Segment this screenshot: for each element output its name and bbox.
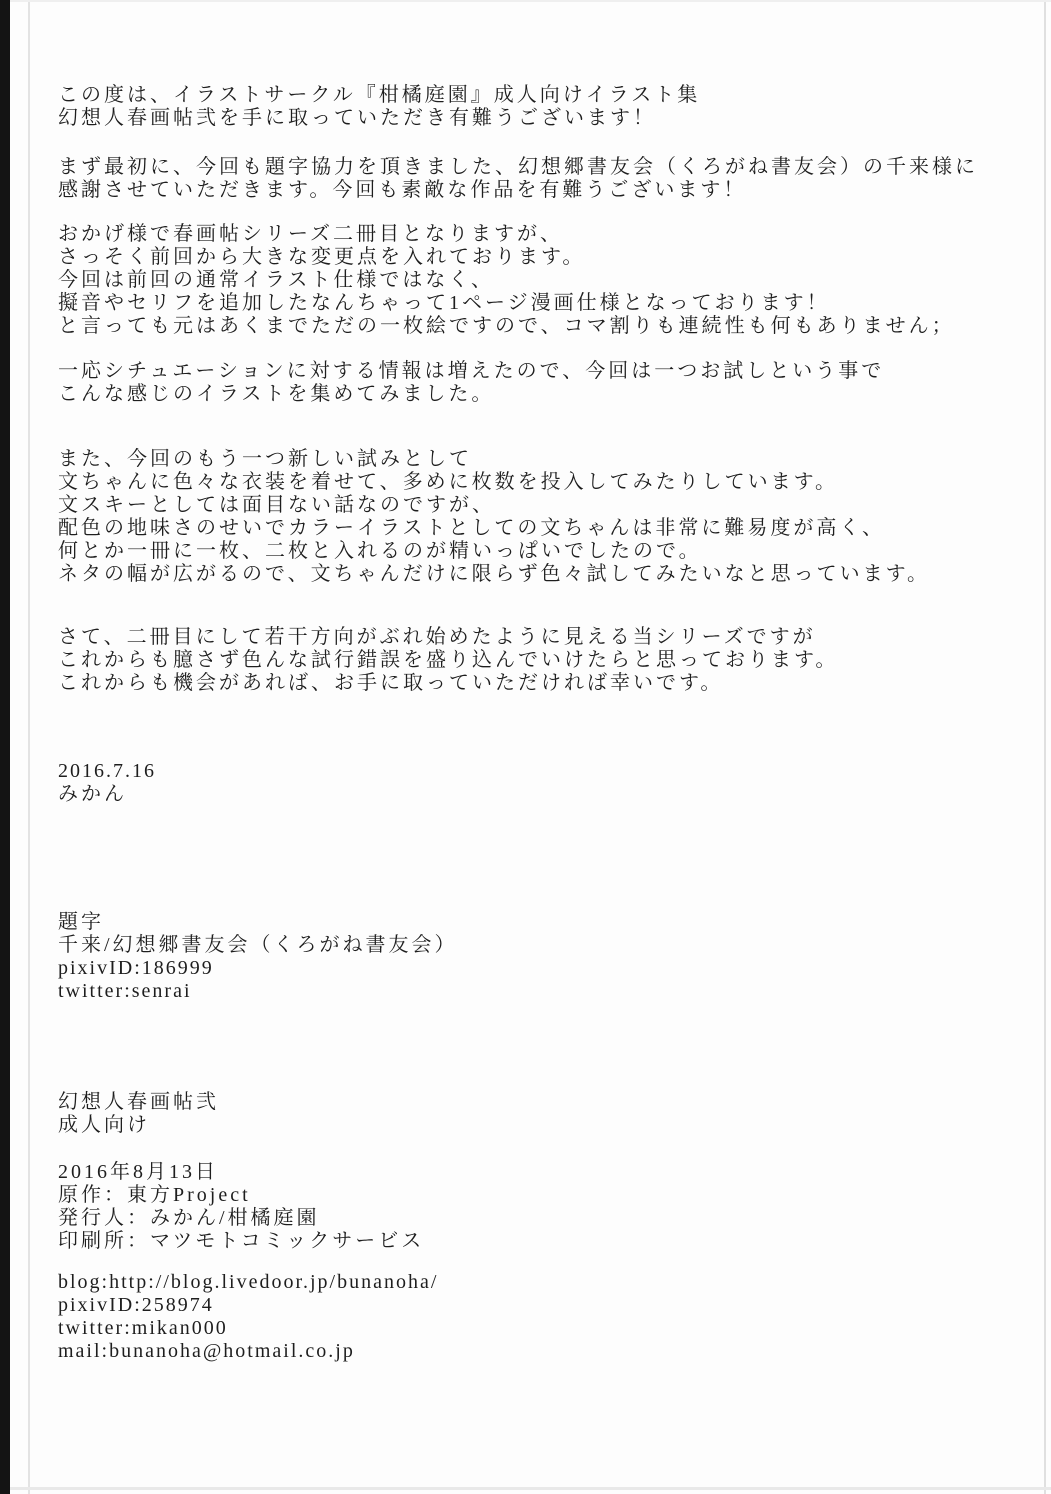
text-line: 何とか一冊に一枚、二枚と入れるのが精いっぱいでしたので。 [58,540,702,562]
publication-date: 2016年8月13日 [58,1161,218,1183]
text-line: さて、二冊目にして若干方向がぶれ始めたように見える当シリーズですが [58,626,816,648]
text-line: 感謝させていただきます。今回も素敵な作品を有難うございます！ [58,179,747,201]
paragraph-closing [58,626,1023,695]
contact-twitter: twitter:mikan000 [58,1317,228,1339]
text-line: 文ちゃんに色々な衣装を着せて、多めに枚数を投入してみたりしています。 [58,471,838,493]
text-line: 配色の地味さのせいでカラーイラストとしての文ちゃんは非常に難易度が高く、 [58,517,885,539]
original-work: 原作：東方Project [58,1184,251,1206]
paragraph-greeting [58,84,1023,130]
signature-date: 2016.7.16 [58,760,156,782]
scan-edge-line-right [1044,0,1046,1494]
text-line: 今回は前回の通常イラスト仕様ではなく、 [58,269,494,291]
text-line: 文スキーとしては面目ない話なのですが、 [58,494,495,516]
text-line: まず最初に、今回も題字協力を頂きました、幻想郷書友会（くろがね書友会）の千来様に [58,156,978,178]
scan-edge-bar-left [0,0,10,1494]
text-line: 擬音やセリフを追加したなんちゃって1ページ漫画仕様となっております！ [58,292,830,314]
contact-block [58,1271,1023,1363]
text-line: これからも臆さず色んな試行錯誤を盛り込んでいけたらと思っております。 [58,649,839,671]
text-line: 一応シチュエーションに対する情報は増えたので、今回は一つお試しという事で [58,360,885,382]
printer: 印刷所：マツモトコミックサービス [58,1230,425,1252]
signature-name: みかん [58,783,127,805]
paragraph-series-changes [58,223,1023,338]
text-line: おかげ様で春画帖シリーズ二冊目となりますが、 [58,223,563,245]
credit-pixiv-id: pixivID:186999 [58,957,214,979]
publisher: 発行人：みかん/柑橘庭園 [58,1207,320,1229]
scan-edge-line-left [28,0,30,1494]
text-line: と言っても元はあくまでただの一枚絵ですので、コマ割りも連続性も何もありません； [58,315,955,337]
paragraph-new-attempt [58,448,1023,586]
credit-twitter: twitter:senrai [58,980,192,1002]
contact-pixiv-id: pixivID:258974 [58,1294,214,1316]
publication-block [58,1161,1023,1253]
text-line: 幻想人春画帖弐を手に取っていただき有難うございます！ [58,107,656,129]
contact-mail: mail:bunanoha@hotmail.co.jp [58,1340,355,1362]
text-line: こんな感じのイラストを集めてみました。 [58,383,495,405]
contact-blog: blog:http://blog.livedoor.jp/bunanoha/ [58,1271,439,1293]
title-lettering-credit-block [58,911,1023,1003]
text-line: この度は、イラストサークル『柑橘庭園』成人向けイラスト集 [58,84,701,106]
text-line: また、今回のもう一つ新しい試みとして [58,448,472,470]
scan-edge-line-top [10,0,1051,2]
paragraph-situation [58,360,1023,406]
paragraph-thanks [58,156,1023,202]
book-title-block [58,1091,1023,1137]
credit-artist: 千来/幻想郷書友会（くろがね書友会） [58,934,458,956]
text-line: さっそく前回から大きな変更点を入れております。 [58,246,586,268]
text-line: これからも機会があれば、お手に取っていただければ幸いです。 [58,672,724,694]
scan-edge-line-bottom [10,1487,1051,1490]
afterword-content [58,84,1023,1363]
book-rating: 成人向け [58,1114,150,1136]
credit-heading: 題字 [58,911,104,933]
book-title: 幻想人春画帖弐 [58,1091,219,1113]
signature-block [58,760,1023,806]
text-line: ネタの幅が広がるので、文ちゃんだけに限らず色々試してみたいなと思っています。 [58,563,930,585]
